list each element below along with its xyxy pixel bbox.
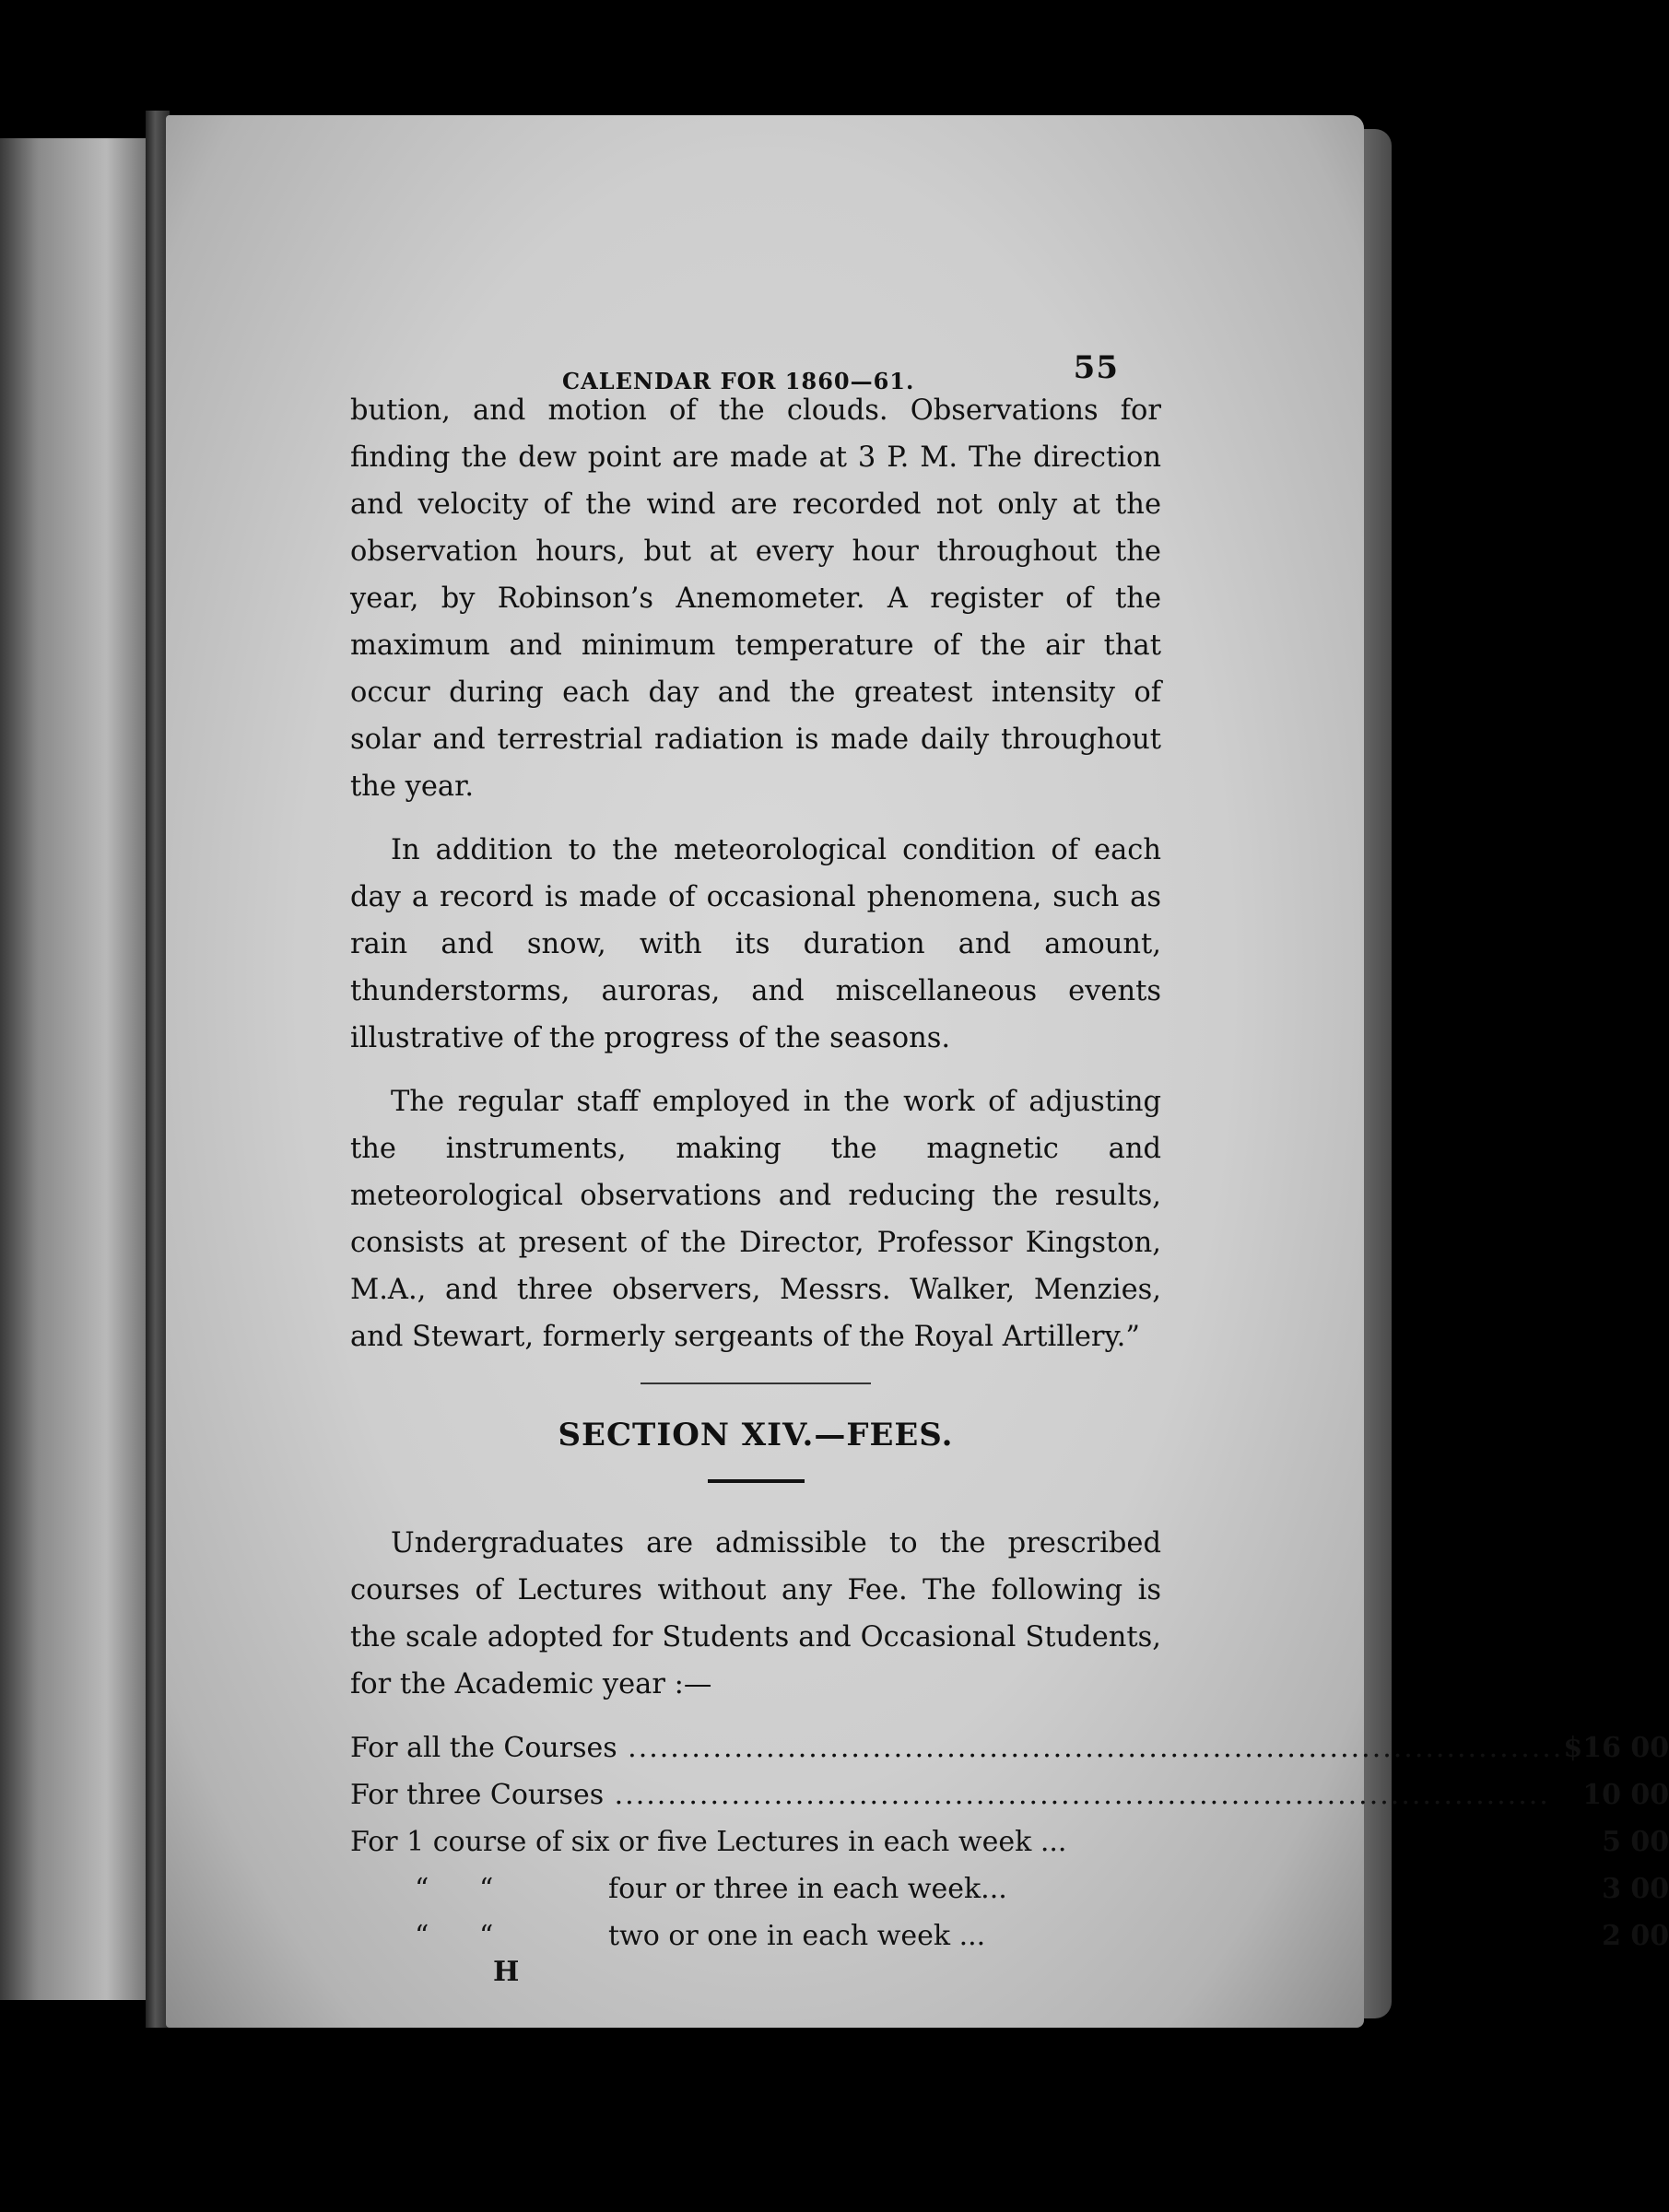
page-text [350,332,1669,1959]
page-number: 55 [1073,349,1119,386]
facing-page [0,138,152,2000]
running-head: CALENDAR FOR 1860—61. [562,368,915,394]
leader-dots [604,1779,1550,1811]
signature-mark: H [493,1956,520,1988]
fee-label: For three Courses [350,1779,605,1811]
fee-row [350,1771,1669,1818]
fee-label: two or one in each week ... [608,1920,986,1952]
title-underline [708,1479,805,1483]
fee-label: For 1 course of six or five Lectures in each week ... [350,1826,1067,1858]
paragraph-1: bution, and motion of the clouds. Observations for finding the dew point are made at 3 P. M. The direction and velocity of the wind are recorded not only at the observation hours, but at every hour throughout the year, by Robinson’s Anemometer. A register of the maximum and minimum temperature of the air that occur during each day and the greatest intensity of solar and terrestrial radiation is made daily throughout the year. [350,394,1161,803]
fee-row [350,1818,1669,1865]
fee-table [350,1724,1669,1959]
ditto-mark: “ [415,1873,429,1905]
paragraph-2: In addition to the meteorological condition of each day a record is made of occasional phenomena, such as rain and snow, with its duration and amount, thunderstorms, auroras, and miscellaneous events illustrative of the progress of the seasons. [350,834,1161,1054]
section-divider [641,1382,871,1384]
fee-row [350,1912,1669,1959]
page-header [350,332,1161,394]
leader-dots [617,1732,1564,1764]
fee-label: four or three in each week... [608,1873,1007,1905]
fee-amount: 3 00 [1602,1873,1669,1905]
fee-amount: 10 00 [1582,1779,1669,1811]
fee-amount: $16 00 [1563,1732,1669,1764]
fee-label: For all the Courses [350,1732,617,1764]
section-title: SECTION XIV.—FEES. [558,1417,954,1453]
paragraph-3: The regular staff employed in the work of adjusting the instruments, making the magnetic and meteorological observations and reducing the results, consists at present of the Director, Professor Kingston, M.A., and three observers, Messrs. Walker, Menzies, and Stewart, formerly sergeants of the Royal Artillery.” [350,1086,1161,1353]
fee-row [350,1724,1669,1771]
ditto-mark: “ [415,1920,429,1952]
fee-amount: 2 00 [1602,1920,1669,1952]
fee-row [350,1865,1669,1912]
ditto-mark: “ [479,1920,494,1952]
ditto-mark: “ [479,1873,494,1905]
fees-intro: Undergraduates are admissible to the prescribed courses of Lectures without any Fee. The following is the scale adopted for Students and Occasional Students, for the Academic year :— [350,1527,1161,1700]
fee-amount: 5 00 [1602,1826,1669,1858]
